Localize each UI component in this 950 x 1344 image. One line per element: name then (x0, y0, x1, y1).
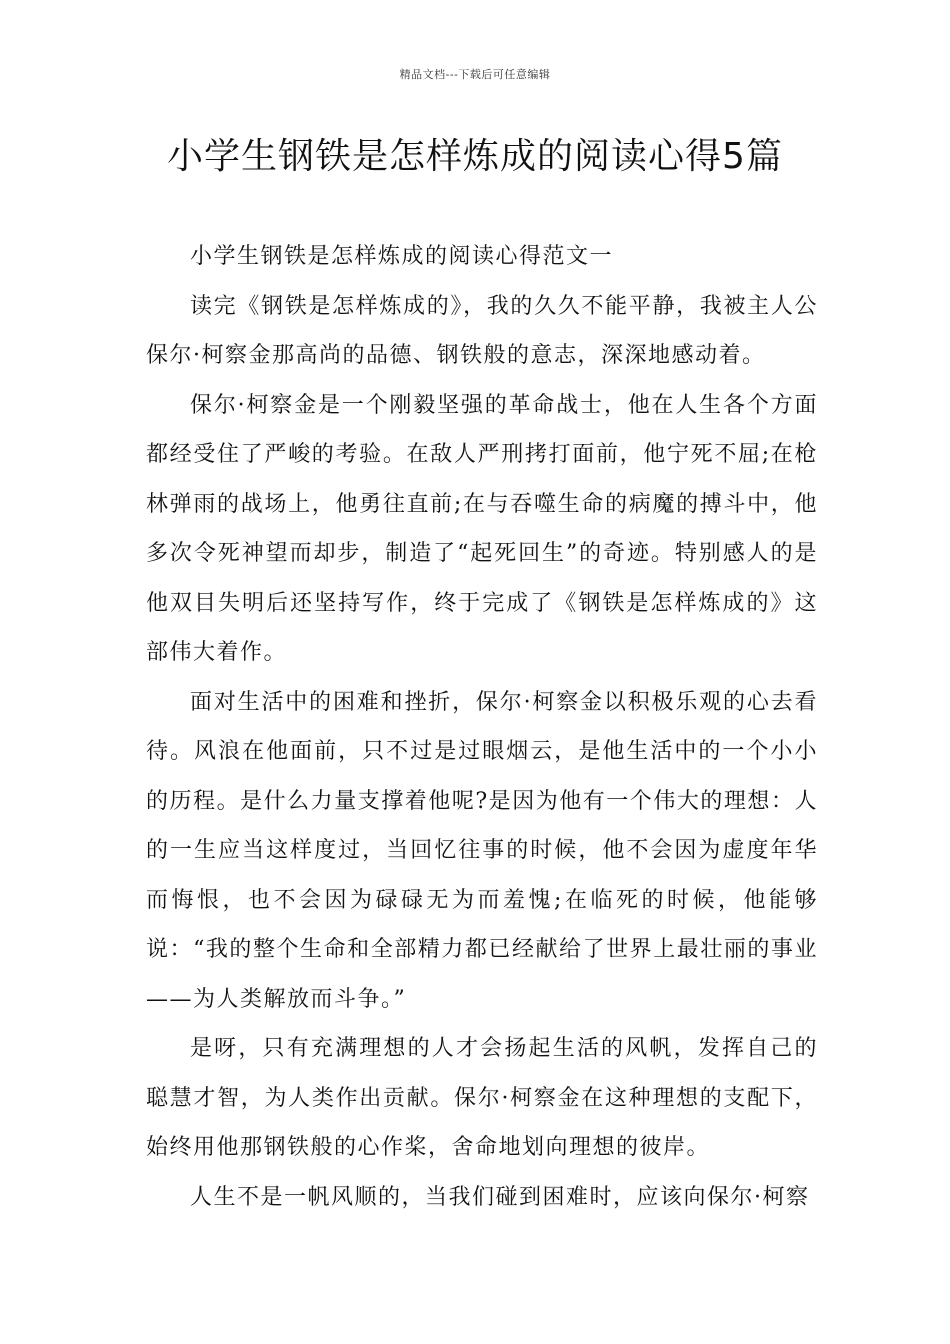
page-title: 小学生钢铁是怎样炼成的阅读心得5篇 (167, 136, 783, 177)
paragraph: 人生不是一帆风顺的，当我们碰到困难时，应该向保尔·柯察 (190, 1184, 810, 1210)
paragraph: 保尔·柯察金是一个刚毅坚强的革命战士，他在人生各个方面都经受住了严峻的考验。在敌人严刑拷打面前，他宁死不屈;在枪林弹雨的战场上，他勇往直前;在与吞噬生命的病魔的搏斗中，他多次令死神望而却步，制造了“起死回生”的奇迹。特别感人的是他双目失明后还坚持写作，终于完成了《钢铁是怎样炼成的》这部伟大着作。 (146, 392, 818, 665)
paragraph: 读完《钢铁是怎样炼成的》，我的久久不能平静，我被主人公保尔·柯察金那高尚的品德、钢铁般的意志，深深地感动着。 (146, 293, 818, 368)
paragraph-subtitle: 小学生钢铁是怎样炼成的阅读心得范文一 (190, 244, 614, 269)
paragraph: 是呀，只有充满理想的人才会扬起生活的风帆，发挥自己的聪慧才智，为人类作出贡献。保尔·柯察金在这种理想的支配下，始终用他那钢铁般的心作桨，舍命地划向理想的彼岸。 (146, 1036, 818, 1160)
paragraph: 面对生活中的困难和挫折，保尔·柯察金以积极乐观的心去看待。风浪在他面前，只不过是过眼烟云，是他生活中的一个小小的历程。是什么力量支撑着他呢?是因为他有一个伟大的理想：人的一生应当这样度过，当回忆往事的时候，他不会因为虚度年华而悔恨，也不会因为碌碌无为而羞愧;在临死的时候，他能够说：“我的整个生命和全部精力都已经献给了世界上最壮丽的事业——为人类解放而斗争。” (146, 689, 818, 1012)
document-body (146, 232, 818, 1222)
header-note: 精品文档---下载后可任意编辑 (399, 68, 551, 81)
